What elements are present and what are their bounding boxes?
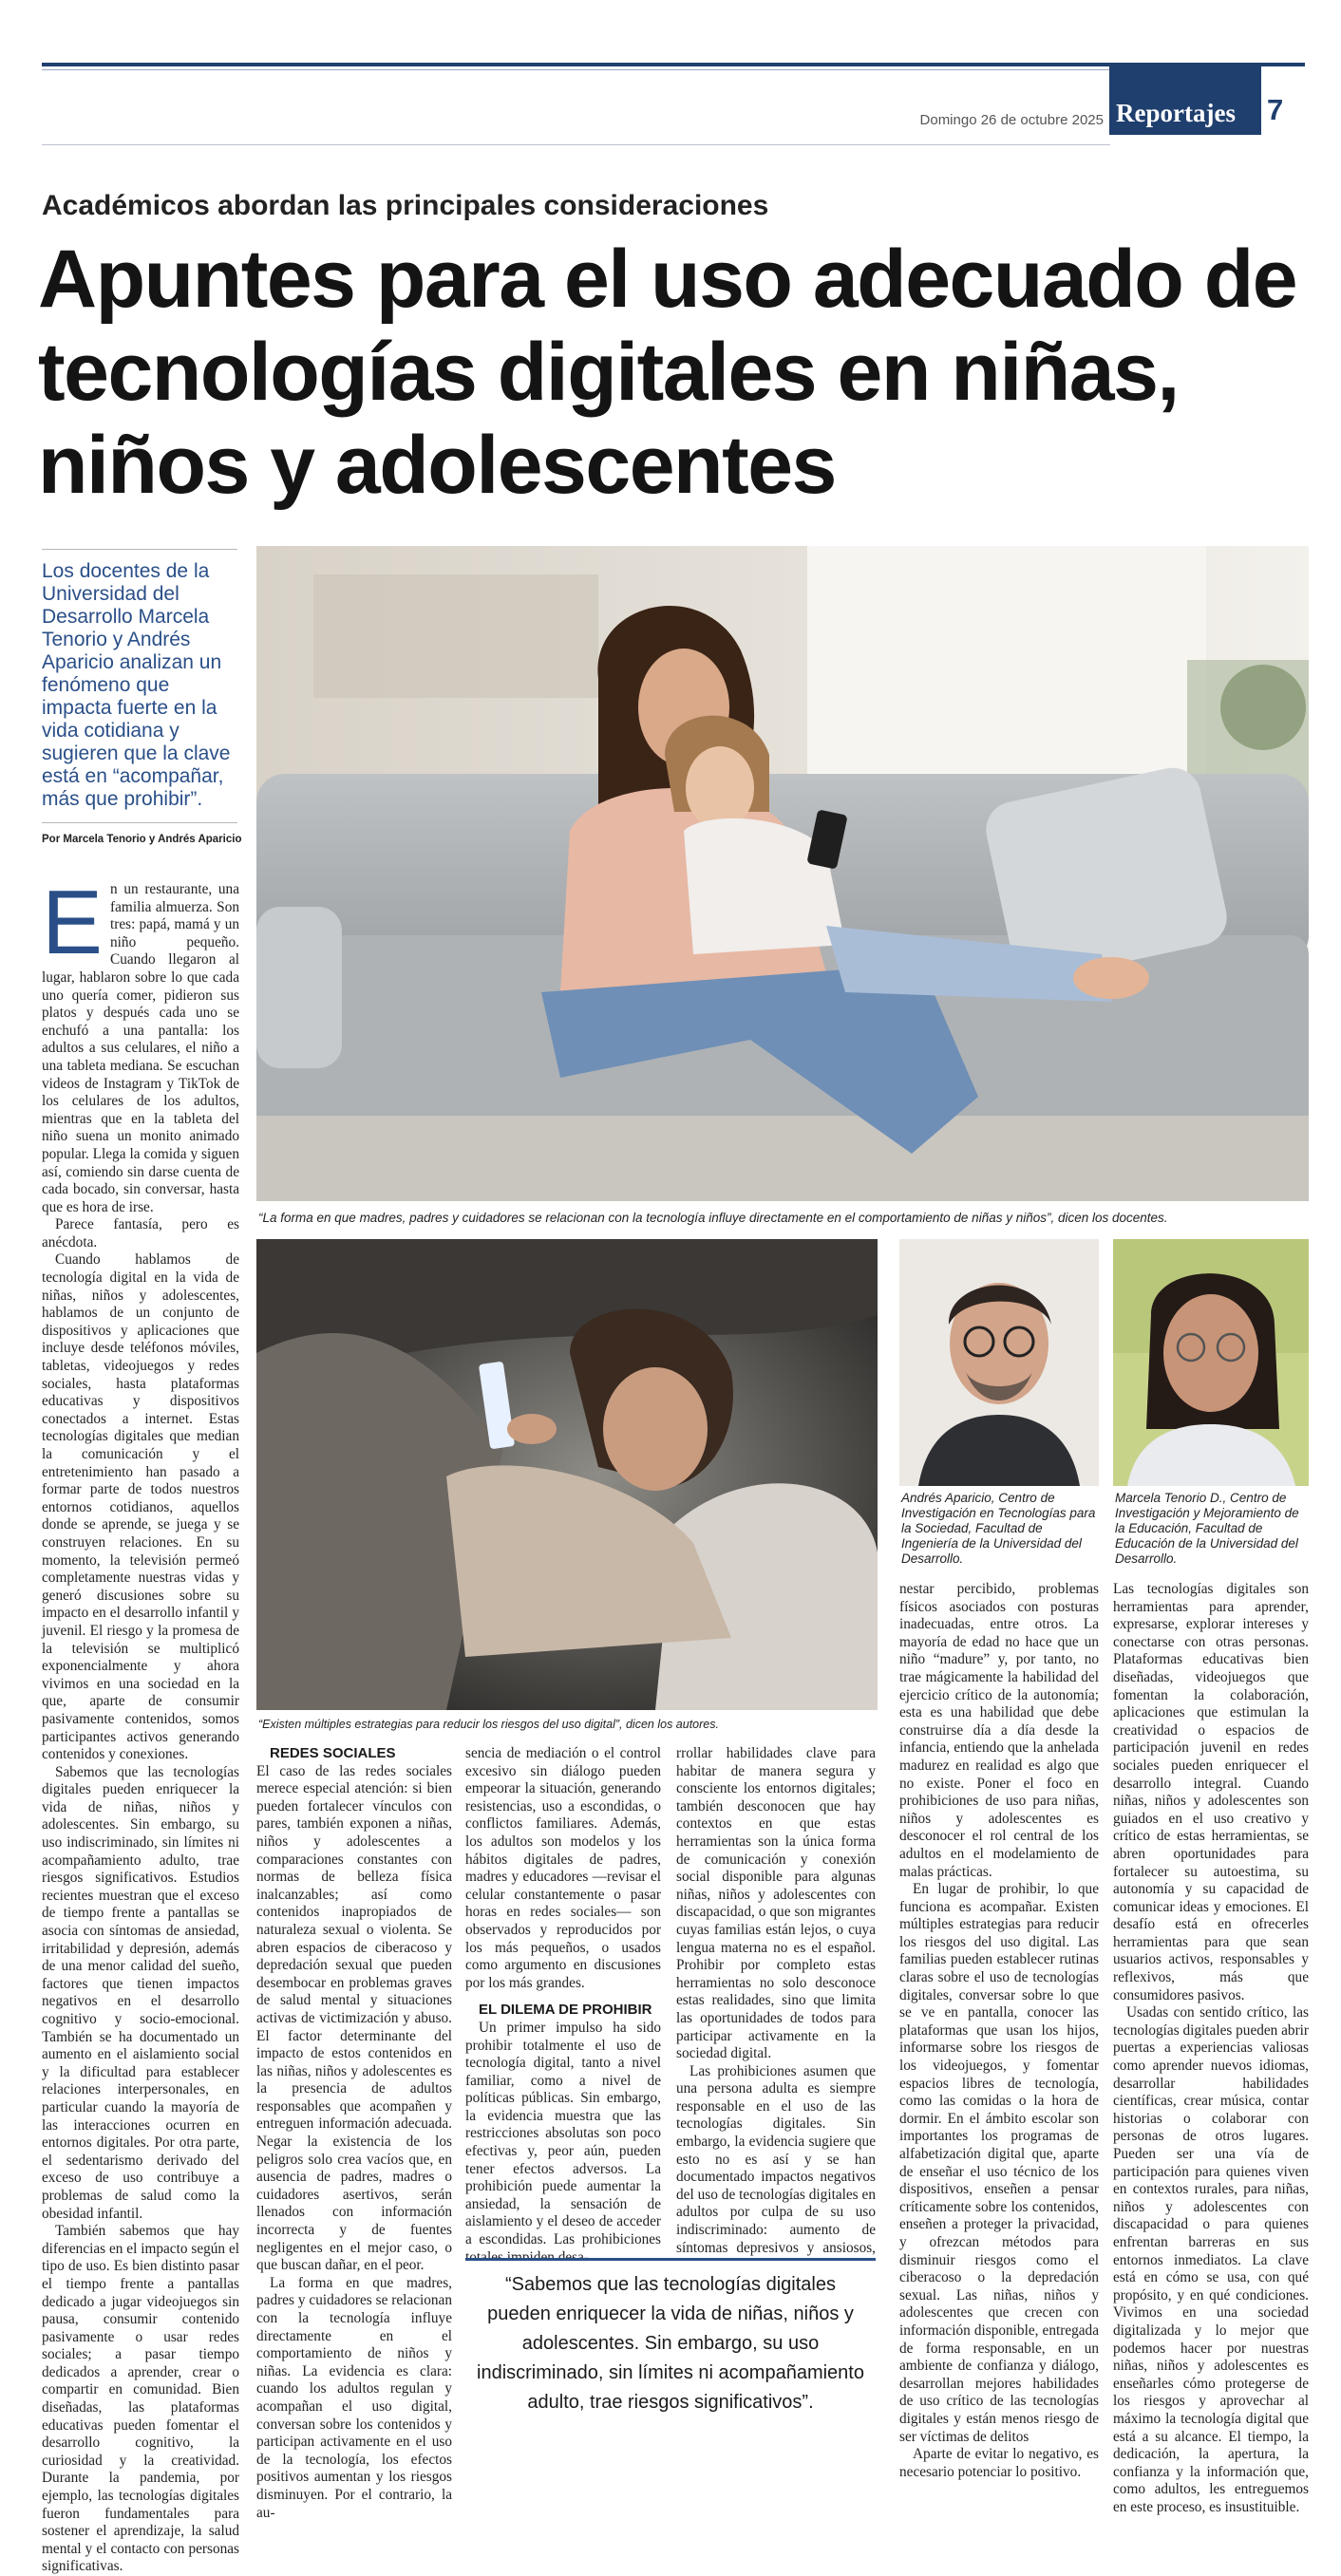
byline: Por Marcela Tenorio y Andrés Aparicio [42,834,242,845]
column-4 [676,1745,876,2275]
kicker: Académicos abordan las principales consideraciones [42,190,769,221]
portrait-marcela-tenorio [1113,1239,1309,1486]
lead-bottom-rule [42,822,237,823]
paragraph: Un primer impulso ha sido prohibir totalmente el uso de tecnología digital, tanto a nivel familiar, como a nivel de políticas públicas. Sin embargo, la evidencia muestra que las restricciones absolutas son poco efectivas y, peor aún, pueden tener efectos adversos. La prohibición puede aumentar la ansiedad, la sensación de aislamiento y el deseo de acceder a escondidas. Las prohibiciones [465,2019,661,2248]
drop-cap: E [42,872,104,973]
paragraph: En un restaurante, una familia almuerza. Son tres: papá, mamá y un niño pequeño. Cuando llegaron al lugar, hablaron sobre lo que cada uno quería comer, pidieron sus platos y después cada uno se enchufó a una pantalla: los adultos a sus celulares, el niño a una tableta mediana. Se escuchan videos de Instagram y TikTok de los celulares de los adultos, mientras que en la tableta del niño suena un monito animado popular. Llega la comida y siguen así, comiendo sin darse cuenta de cada bocado, sin conversar, hasta que es hora de irse. [42,872,239,1215]
second-photo [256,1239,878,1710]
paragraph: Cuando hablamos de tecnología digital en la vida de niñas, niños y adolescentes, hablamos de un conjunto de dispositivos y aplicaciones que incluye desde teléfonos móviles, tabletas, videojuegos y redes sociales, hasta plataformas educativas y dispositivos conectados a internet. Estas tecnologías digitales que median la comunicación y el entretenimiento han pasado a formar parte de todos nuestros entornos cotidianos, aquellos donde se aprende, se juega y se construyen relaciones. En su momento, la televisión permeó completamente nuestras vidas y generó discusiones sobre su impacto en el desarrollo infantil y juvenil. El riesgo y la promesa de la televisión se multiplicó exponencialmente y ahora vivimos en una sociedad en la que, aparte de consumir pasivamente contenidos, somos participantes activos generando contenidos y conexiones. [42,1251,239,1763]
paragraph: El caso de las redes sociales merece especial atención: si bien pueden fortalecer vínculos con pares, también exponen a niñas, niños y adolescentes a comparaciones constantes con normas de belleza física inalcanzables; así como contenidos inapropiados de naturaleza sexual o violenta. Se abren espacios de ciberacoso y depredación sexual que pueden desembocar en problemas graves de salud mental y situaciones activas de victimización y abuso. El factor determinante del impacto de estos contenidos en las niñas, niños y adolescentes es la presencia de adultos responsables que acompañen y entreguen información adecuada. Negar la existencia de los peligros solo crea vacíos que, en ausencia de padres, madres o cuidadores asertivos, serán llenados con información incorrecta y de fuentes negligentes en el mejor caso, o que buscan dañar, en el peor. [256,1762,452,2274]
header-underline [42,144,1110,145]
portrait-marcela-tenorio-image [1113,1239,1309,1486]
date-line: Domingo 26 de octubre 2025 [919,112,1104,128]
pull-quote: “Sabemos que las tecnologías digitales pueden enriquecer la vida de niñas, niños y adolescentes. Sin embargo, su uso indiscriminado, sin límites ni acompañamiento adulto, trae riesgos significativos”. [465,2258,876,2427]
subhead-redes-sociales: REDES SOCIALES [270,1745,396,1761]
paragraph: Las prohibiciones asumen que una persona adulta es siempre responsable en el uso de las tecnologías digitales. Sin embargo, la evidencia sugiere que esto no es así y se han documentado impactos negativos del uso de tecnologías digitales en adultos por culpa de su uso indiscriminado: aumento de síntomas depresivos y ansiosos, [676,2062,876,2256]
paragraph: Sabemos que las tecnologías digitales pueden enriquecer la vida de niñas, niños y adolescentes. Sin embargo, su uso indiscriminado, sin límites ni acompañamiento adulto, trae riesgos significativos. Estudios recientes muestran que el exceso de tiempo frente a pantallas se asocia con síntomas de ansiedad, irritabilidad y depresión, además de una menor calidad del sueño, factores que tienen impactos negativos en el desarrollo cognitivo y socio-emocional. También se ha documentado un aumento en el aislamiento social y la dificultad para establecer relaciones interpersonales, en particular cuando la mayoría de las interacciones ocurren en entornos digitales. Por otra parte, el sedentarismo derivado del exceso de uso contribuye a problemas de salud como la obesidad infantil. [42,1763,239,2222]
portrait-andres-aparicio-caption: Andrés Aparicio, Centro de Investigación en Tecnologías para la Sociedad, Facultad de Ingeniería de la Universidad del Desarrollo. [901,1491,1096,1566]
column-5 [899,1581,1099,2481]
page-number: 7 [1267,93,1284,126]
main-photo-caption: “La forma en que madres, padres y cuidadores se relacionan con la tecnología influye directamente en el comportamiento de niñas y niños”, dicen los docentes. [258,1211,1168,1225]
lead-top-rule [42,549,237,550]
column-1 [42,872,239,2575]
column-3 [465,1745,661,2266]
subhead-dilema-de-prohibir: EL DILEMA DE PROHIBIR [479,2002,652,2019]
main-photo [256,546,1309,1201]
paragraph: nestar percibido, problemas físicos asociados con posturas inadecuadas, entre otros. La mayoría de edad no hace que un niño “madure” y, por tanto, no trae mágicamente la habilidad del ejercicio crítico de la autonomía; esta es una habilidad que debe construirse día a día desde la infancia, entiendo que la anhelada madurez en realidad es algo que no existe. Poner el foco en prohibiciones de uso para niñas, niños y adolescentes es desconocer el rol central de los adultos en el modelamiento de malas prácticas. [899,1581,1099,1880]
paragraph: rrollar habilidades clave para habitar de manera segura y consciente los entornos digitales; también desconocen que hay contextos en que estas herramientas son la única forma de comunicación y conexión social disponible para algunas niñas, niños y adolescentes con discapacidad, o que son migrantes cuyas familias están lejos, o cuya lengua materna no es el español. Prohibir por completo estas herramientas no solo desconoce estas realidades, sino que limita las oportunidades de todos para participar activamente en la sociedad digital. [676,1745,876,2062]
paragraph: sencia de mediación o el control excesivo sin diálogo pueden empeorar la situación, generando resistencias, uso a escondidas, o conflictos familiares. Además, los adultos son modelos y los hábitos digitales de padres, madres y educadores —revisar el celular constantemente o pasar horas en redes sociales— son observados y reproducidos por los más pequeños, o usados como argumento en discusiones por los más grandes. [465,1745,661,1991]
paragraph: La forma en que madres, padres y cuidadores se relacionan con la tecnología influye directamente en el comportamiento de niños y niñas. La evidencia es clara: cuando los adultos regulan y acompañan el uso digital, conversan sobre los contenidos y participan activamente en el uso de la tecnología, los efectos positivos aumentan y los riesgos disminuyen. Por el contrario, la au- [256,2274,452,2521]
second-photo-caption: “Existen múltiples estrategias para reducir los riesgos del uso digital”, dicen los autores. [258,1718,719,1731]
column-2 [256,1745,452,2522]
portrait-andres-aparicio [899,1239,1099,1486]
lead-paragraph: Los docentes de la Universidad del Desarrollo Marcela Tenorio y Andrés Aparicio analizan un fenómeno que impacta fuerte en la vida cotidiana y sugieren que la clave está en “acompañar, más que prohibir”. [42,560,231,810]
paragraph: Usadas con sentido crítico, las tecnologías digitales pueden abrir puertas a experiencias valiosas como aprender nuevos idiomas, desarrollar habilidades científicas, crear música, contar historias o colaborar con personas de otros lugares. Pueden ser una vía de participación para quienes viven en contextos rurales, para niñas, niños y adolescentes con discapacidad o para quienes enfrentan barreras en sus entornos inmediatos. La clave está en cómo se usa, con qué propósito, y en qué condiciones. Vivimos en una sociedad digitalizada y lo mejor que podemos hacer por nuestras niñas, niños y adolescentes es enseñarles cómo protegerse de los riesgos y aprovechar al máximo la tecnología digital que está a su alcance. El tiempo, la dedicación, la apertura, la confianza y la información que, como adultos, les entreguemos en este proceso, es insustituible. [1113,2004,1310,2515]
second-photo-image [256,1239,878,1710]
headline: Apuntes para el uso adecuado de tecnologías digitales en niñas, niños y adolescentes [38,234,1297,511]
paragraph: En lugar de prohibir, lo que funciona es acompañar. Existen múltiples estrategias para reducir los riesgos del uso digital. Las familias pueden establecer rutinas claras sobre el uso de tecnologías digitales, conversar sobre lo que se ve en pantalla, conocer las plataformas que usan los hijos, informarse sobre los riesgos de los videojuegos, y fomentar espacios libres de tecnología, como las comidas o la hora de dormir. En el ámbito escolar son importantes los programas de alfabetización digital que, aparte de enseñar el uso técnico de los dispositivos, enseñen a pensar críticamente sobre los contenidos, enseñen a proteger la privacidad, y ofrezcan métodos para disminuir riesgos como el ciberacoso o la depredación sexual. Las niñas, niños y adolescentes que crecen con información disponible, entregada de forma responsable, en un ambiente de confianza y diálogo, desarrollan mejores habilidades de uso crítico de las tecnologías digitales y están menos riesgo de ser víctimas de delitos [899,1881,1099,2445]
column-6 [1113,1581,1309,2516]
portrait-marcela-tenorio-caption: Marcela Tenorio D., Centro de Investigación y Mejoramiento de la Educación, Facultad de Educación de la Universidad del Desarrollo. [1115,1491,1299,1566]
header-thin-rule [42,69,1115,70]
paragraph: Parece fantasía, pero es anécdota. [42,1216,239,1250]
section-name: Reportajes [1116,99,1236,127]
paragraph: Las tecnologías digitales son herramientas para aprender, expresarse, explorar intereses y conectarse con otras personas. Plataformas educativas bien diseñadas, videojuegos que fomentan la colaboración, aplicaciones que estimulan la creatividad o espacios de participación juvenil en redes sociales pueden enriquecer el desarrollo integral. Cuando niñas, niños y adolescentes son guiados en el uso creativo y crítico de estas herramientas, se abren oportunidades para fortalecer su autoestima, su autonomía y su capacidad de comunicar ideas y emociones. El desafío está en ofrecerles herramientas para que sean usuarios activos, responsables y reflexivos, más que consumidores pasivos. [1113,1581,1309,2003]
paragraph: Aparte de evitar lo negativo, es necesario potenciar lo positivo. [899,2446,1099,2480]
portrait-andres-aparicio-image [899,1239,1099,1486]
main-photo-image [256,546,1309,1201]
paragraph: También sabemos que hay diferencias en el impacto según el tipo de uso. Es bien distinto pasar el tiempo frente a pantallas dedicado a jugar videojuegos sin pausa, consumir contenido pasivamente o usar redes sociales; a pasar tiempo dedicados a aprender, crear o compartir en comunidad. Bien diseñadas, las plataformas educativas pueden fomentar el desarrollo cognitivo, la curiosidad y la creatividad. Durante la pandemia, por ejemplo, las tecnologías digitales fueron fundamentales para sostener el aprendizaje, la salud mental y el contacto con personas significativas. [42,2223,239,2575]
